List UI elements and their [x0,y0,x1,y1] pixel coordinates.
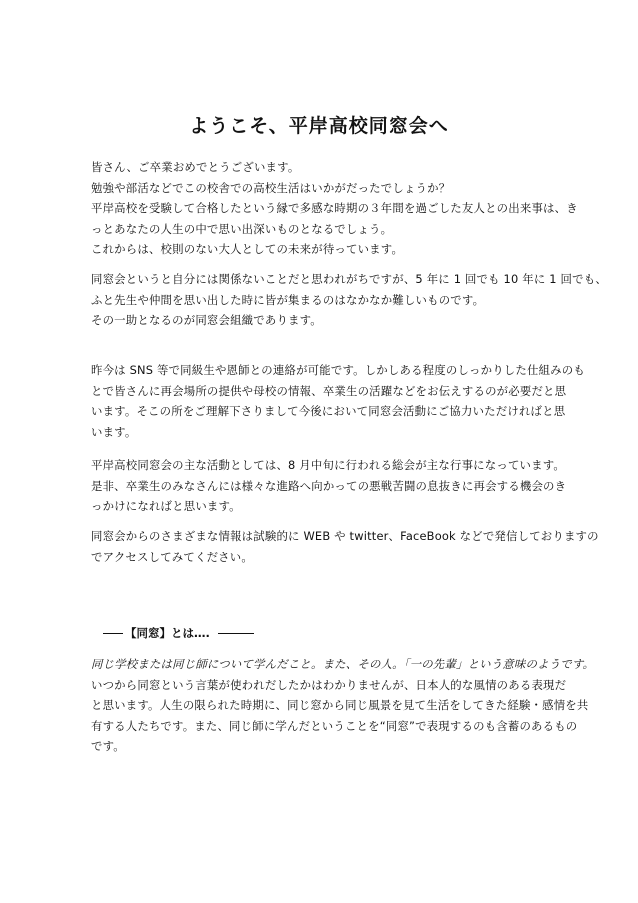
text-line: いつから同窓という言葉が使われだしたかはわかりませんが、日本人的な風情のある表現だ [91,677,567,692]
text-line: 同窓会からのさまざまな情報は試験的に WEB や twitter、FaceBook などで発信しておりますの [91,529,599,543]
paragraph-activities [91,455,567,517]
heading-rule-right [218,633,254,634]
paragraph-alumni-association [91,269,607,331]
text-line: でアクセスしてみてください。 [91,549,253,564]
text-line: 有する人たちです。また、同じ師に学んだということを“同窓”で表現するのも含蓄のあるもの [91,718,578,733]
paragraph-web-info [91,526,599,567]
text-line: 平岸高校を受験して合格したという縁で多感な時期の３年間を過ごした友人との出来事は、き [91,201,578,216]
doso-section-heading [103,623,254,643]
text-line: 同窓会というと自分には関係ないことだと思われがちですが、5 年に 1 回でも 10 年に 1 回でも、 [91,272,607,286]
text-line: ふと先生や仲間を思い出した時に皆が集まるのはなかなか難しいものです。 [91,292,485,307]
text-line: います。 [91,424,137,439]
paragraph-doso-definition [91,654,595,757]
text-line: 同じ学校または同じ師について学んだこと。また、その人。「一の先輩」という意味のようです。 [91,657,595,671]
heading-rule-left [103,633,123,634]
text-line: っかけになればと思います。 [91,499,241,514]
text-line: 勉強や部活などでこの校舎での高校生活はいかがだったでしょうか？ [91,180,451,195]
paragraph-sns [91,360,585,442]
doso-heading-text: 【同窓】とは…. [125,626,210,640]
text-line: です。 [91,739,125,754]
text-line: とで皆さんに再会場所の提供や母校の情報、卒業生の活躍などをお伝えするのが必要だと思 [91,383,567,398]
text-line: これからは、校則のない大人としての未来が待っています。 [91,242,404,257]
text-line: 皆さん、ご卒業おめでとうございます。 [91,160,300,174]
text-line: 是非、卒業生のみなさんには様々な進路へ向かっての悪戦苦闘の息抜きに再会する機会のき [91,478,567,493]
text-line: その一助となるのが同窓会組織であります。 [91,313,322,328]
text-line: 平岸高校同窓会の主な活動としては、8 月中旬に行われる総会が主な行事になっています。 [91,458,565,472]
text-line: 昨今は SNS 等で同級生や恩師との連絡が可能です。しかしある程度のしっかりした仕組みのも [91,363,585,377]
text-line: います。そこの所をご理解下さりまして今後において同窓会活動にご協力いただければと思 [91,404,566,419]
text-line: と思います。人生の限られた時期に、同じ窓から同じ風景を見て生活をしてきた経験・感情を共 [91,698,589,713]
page-title: ようこそ、平岸高校同窓会へ [189,115,449,137]
text-line: っとあなたの人生の中で思い出深いものとなるでしょう。 [91,221,393,236]
paragraph-greeting [91,157,578,260]
